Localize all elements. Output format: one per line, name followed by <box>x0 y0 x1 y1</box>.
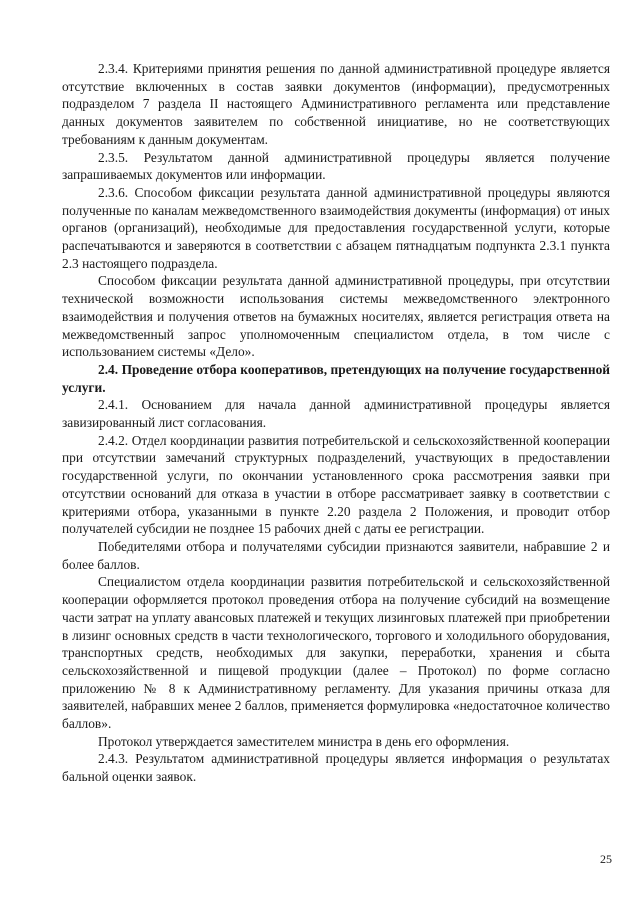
paragraph-protocol: Специалистом отдела координации развития потребительской и сельскохозяйственной кооперации оформляется протокол проведения отбора на получение субсидий на возмещение части затрат на уплату авансовых платежей и текущих лизинговых платежей при приобретении в лизинг основных средств в части технологического, торгового и холодильного оборудования, транспортных средств, необходимых для закупки, переработки, хранения и сбыта сельскохозяйственной и пищевой продукции (далее – Протокол) по форме согласно приложению № 8 к Административному регламенту. Для указания причины отказа для заявителей, набравших менее 2 баллов, применяется формулировка «недостаточное количество баллов». <box>62 574 610 732</box>
section-heading-2-4: 2.4. Проведение отбора кооперативов, претендующих на получение государственной услуги. <box>62 361 610 395</box>
paragraph-2-4-1: 2.4.1. Основанием для начала данной административной процедуры является завизированный лист согласования. <box>62 397 610 431</box>
paragraph-2-3-5: 2.3.5. Результатом данной административной процедуры является получение запрашиваемых документов или информации. <box>62 149 610 183</box>
paragraph-fixation-method: Способом фиксации результата данной административной процедуры, при отсутствии технической возможности использования системы межведомственного электронного взаимодействия и получения ответов на бумажных носителях, является регистрация ответа на межведомственный запрос уполномоченным специалистом отдела, в том числе с использованием системы «Дело». <box>62 273 610 360</box>
page-number: 25 <box>600 852 612 866</box>
paragraph-2-3-4: 2.3.4. Критериями принятия решения по данной административной процедуре является отсутствие включенных в состав заявки документов (информации), предусмотренных подразделом 7 раздела II настоящего Административного регламента или представление данных документов заявителем по собственной инициативе, но не соответствующих требованиям к данным документам. <box>62 61 610 147</box>
paragraph-2-4-2: 2.4.2. Отдел координации развития потребительской и сельскохозяйственной кооперации при отсутствии замечаний структурных подразделений, участвующих в предоставлении государственной услуги, по окончании установленного срока рассмотрения заявки при отсутствии оснований для отказа в участии в отборе рассматривает заявку в соответствии с критериями отбора, указанными в пункте 2.20 раздела 2 Положения, и проводит отбор получателей субсидии не позднее 15 рабочих дней с даты ее регистрации. <box>62 432 610 537</box>
paragraph-2-4-3: 2.4.3. Результатом административной процедуры является информация о результатах бальной оценки заявок. <box>62 751 610 785</box>
paragraph-protocol-approval: Протокол утверждается заместителем министра в день его оформления. <box>98 733 510 749</box>
document-body <box>62 60 610 786</box>
paragraph-2-3-6: 2.3.6. Способом фиксации результата данной административной процедуры являются полученные по каналам межведомственного взаимодействия документы (информация) от иных органов (организаций), необходимые для предоставления государственной услуги, которые распечатываются и заверяются в соответствии с абзацем пятнадцатым подпункта 2.3.1 пункта 2.3 настоящего подраздела. <box>62 184 610 271</box>
paragraph-winners: Победителями отбора и получателями субсидии признаются заявители, набравшие 2 и более баллов. <box>62 538 610 572</box>
